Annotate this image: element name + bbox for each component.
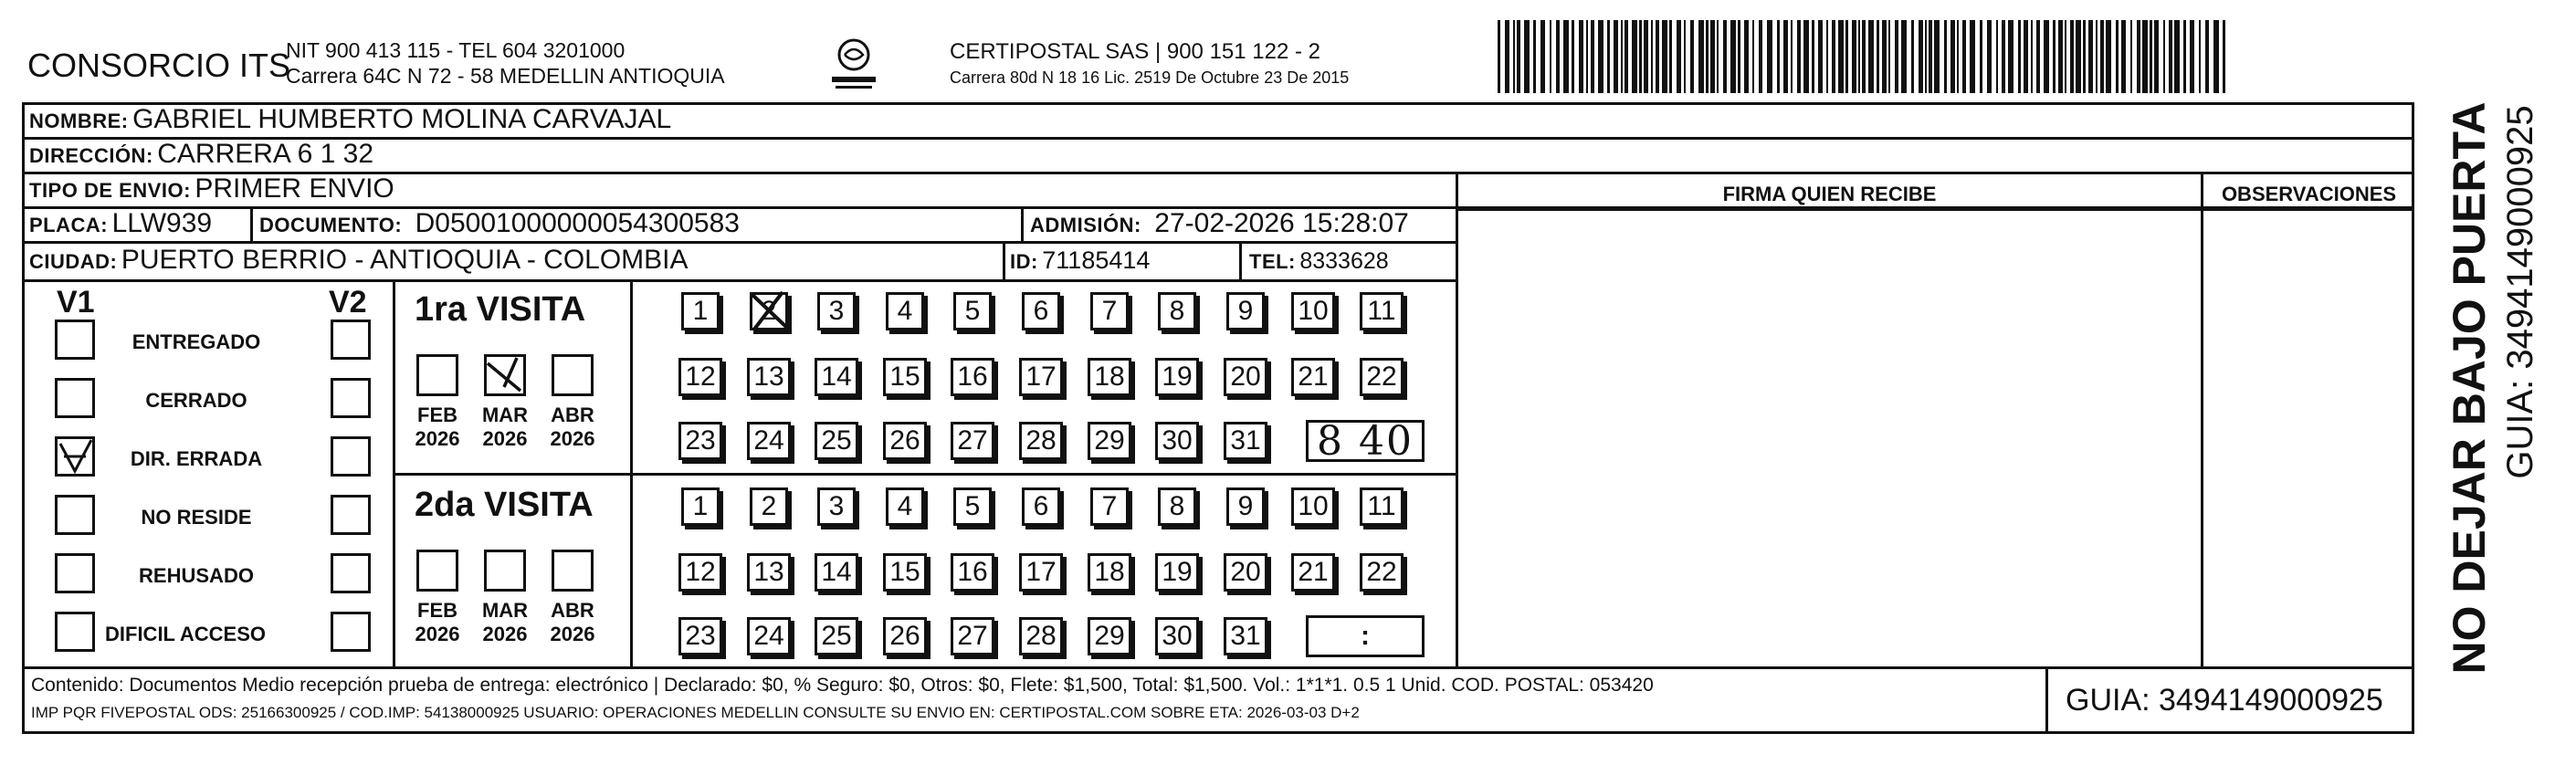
day-box[interactable]: 4 (886, 487, 924, 526)
day-box[interactable]: 31 (1224, 422, 1267, 460)
day-box[interactable]: 21 (1291, 358, 1335, 396)
day-box[interactable]: 29 (1088, 617, 1131, 655)
month-label (544, 403, 601, 451)
day-box[interactable]: 6 (1022, 292, 1060, 330)
visit-time-box[interactable] (1306, 417, 1425, 465)
v2-checkbox[interactable] (331, 553, 371, 593)
month-name: ABR (551, 403, 594, 426)
id-label: ID: (1010, 250, 1038, 273)
day-box[interactable]: 28 (1019, 617, 1063, 655)
company-nit-line: NIT 900 413 115 - TEL 604 3201000 (286, 38, 626, 62)
id-value: 71185414 (1042, 246, 1151, 274)
day-box[interactable]: 2 (750, 487, 788, 526)
no-dejar-bajo-puerta-label: NO DEJAR BAJO PUERTA (2444, 101, 2495, 675)
day-box[interactable]: 11 (1360, 487, 1404, 526)
day-box[interactable]: 16 (951, 553, 994, 592)
day-box[interactable]: 27 (951, 617, 994, 655)
visit-title: 1ra VISITA (415, 290, 586, 329)
visit-time-value: : (1361, 621, 1370, 651)
day-box[interactable]: 14 (815, 358, 858, 396)
day-box[interactable]: 18 (1088, 358, 1131, 396)
day-box[interactable]: 21 (1291, 553, 1335, 592)
month-checkbox[interactable] (552, 550, 594, 592)
day-box[interactable]: 26 (883, 617, 927, 655)
day-box[interactable]: 28 (1019, 422, 1063, 460)
day-box[interactable]: 11 (1360, 292, 1404, 330)
admision-field (1030, 210, 1409, 237)
status-label: CERRADO (145, 389, 247, 412)
month-name: ABR (551, 599, 594, 622)
side-guia-label: GUIA: 3494149000925 (2500, 105, 2540, 479)
month-label (544, 599, 601, 646)
month-label (477, 599, 533, 646)
ciudad-value: PUERTO BERRIO - ANTIOQUIA - COLOMBIA (121, 245, 689, 275)
day-box[interactable]: 10 (1291, 487, 1335, 526)
day-box[interactable]: 19 (1155, 358, 1199, 396)
tracking-barcode (1498, 20, 2228, 93)
day-box[interactable]: 27 (951, 422, 994, 460)
day-box[interactable]: 1 (681, 292, 720, 330)
day-box[interactable]: 2 (750, 292, 788, 330)
day-box[interactable]: 7 (1090, 292, 1129, 330)
day-box[interactable]: 25 (815, 617, 858, 655)
day-box[interactable]: 1 (681, 487, 720, 526)
day-box[interactable]: 3 (817, 487, 856, 526)
day-box[interactable]: 16 (951, 358, 994, 396)
status-label: ENTREGADO (131, 330, 261, 353)
status-label: REHUSADO (139, 564, 254, 587)
day-box[interactable]: 17 (1019, 553, 1063, 592)
day-box[interactable]: 25 (815, 422, 858, 460)
day-box[interactable]: 30 (1155, 617, 1199, 655)
cross-icon (746, 288, 794, 336)
company-name: CONSORCIO ITS (27, 47, 291, 84)
visit-time-value: 8 40 (1317, 417, 1414, 465)
courier-name-line: CERTIPOSTAL SAS | 900 151 122 - 2 (950, 39, 1320, 64)
day-box[interactable]: 31 (1224, 617, 1267, 655)
day-box[interactable]: 26 (883, 422, 927, 460)
v2-checkbox[interactable] (331, 436, 371, 477)
day-box[interactable]: 23 (678, 422, 722, 460)
day-box[interactable]: 9 (1226, 292, 1265, 330)
placa-value: LLW939 (111, 208, 213, 238)
month-year: 2026 (482, 427, 528, 450)
v2-checkbox[interactable] (331, 378, 371, 418)
day-box[interactable]: 5 (953, 292, 992, 330)
v2-checkbox[interactable] (331, 320, 371, 360)
status-label: DIFICIL ACCESO (105, 623, 267, 645)
v1-checkbox[interactable] (55, 612, 95, 652)
day-box[interactable]: 30 (1155, 422, 1199, 460)
tipo-envio-field (29, 175, 394, 203)
month-year: 2026 (550, 427, 595, 450)
nombre-value: GABRIEL HUMBERTO MOLINA CARVAJAL (132, 104, 672, 134)
day-box[interactable]: 23 (678, 617, 722, 655)
ciudad-label: CIUDAD: (29, 250, 118, 273)
observaciones-header: OBSERVACIONES (2221, 183, 2397, 205)
checkmark-icon (484, 354, 526, 396)
direccion-value: CARRERA 6 1 32 (157, 139, 374, 169)
month-name: MAR (481, 599, 529, 622)
v1-header: V1 (57, 285, 95, 320)
month-label (409, 599, 466, 646)
tel-value: 8333628 (1299, 248, 1389, 274)
day-box[interactable]: 12 (678, 553, 722, 592)
day-box[interactable]: 15 (883, 553, 927, 592)
tipo-envio-value: PRIMER ENVIO (195, 173, 394, 204)
day-check-mark (746, 288, 794, 341)
day-box[interactable]: 8 (1158, 487, 1196, 526)
month-label (477, 403, 533, 451)
month-name: FEB (417, 403, 457, 426)
day-box[interactable]: 12 (678, 358, 722, 396)
observaciones-area[interactable] (2203, 211, 2414, 666)
tipo-envio-label: TIPO DE ENVIO: (29, 179, 191, 202)
day-box[interactable]: 13 (747, 358, 791, 396)
day-box[interactable]: 20 (1224, 358, 1267, 396)
month-year: 2026 (482, 623, 528, 645)
id-field (1010, 248, 1150, 273)
documento-value: D05001000000054300583 (415, 208, 740, 238)
month-checkbox[interactable] (552, 354, 594, 396)
company-address-line: Carrera 64C N 72 - 58 MEDELLIN ANTIOQUIA (286, 64, 725, 88)
admision-label: ADMISIÓN: (1030, 214, 1141, 236)
v2-header: V2 (329, 285, 367, 320)
month-year: 2026 (415, 427, 460, 450)
footer-imp-info: IMP PQR FIVEPOSTAL ODS: 25166300925 / COD.IMP: 54138000925 USUARIO: OPERACIONES MEDELLIN CONSULTE SU ENVIO EN: CERTIPOSTAL.COM SOBRE ETA: 2026-03-03 D+2 (31, 704, 1360, 721)
day-box[interactable]: 8 (1158, 292, 1196, 330)
tel-label: TEL: (1249, 250, 1296, 273)
firma-area[interactable] (1458, 211, 2201, 666)
footer-guia: GUIA: 3494149000925 (2066, 683, 2383, 718)
day-box[interactable]: 20 (1224, 553, 1267, 592)
day-box[interactable]: 6 (1022, 487, 1060, 526)
visit-title: 2da VISITA (415, 486, 594, 524)
month-checkbox[interactable] (484, 354, 526, 396)
firma-quien-recibe-header: FIRMA QUIEN RECIBE (1722, 183, 1937, 205)
status-label: NO RESIDE (141, 506, 252, 529)
v2-checkbox[interactable] (331, 612, 371, 652)
direccion-field (29, 141, 373, 168)
documento-label: DOCUMENTO: (259, 214, 403, 236)
admision-value: 27-02-2026 15:28:07 (1154, 208, 1409, 238)
tel-field (1249, 250, 1389, 273)
month-year: 2026 (415, 623, 460, 645)
nombre-label: NOMBRE: (29, 110, 129, 132)
month-checkbox[interactable] (484, 550, 526, 592)
certipostal-logo (826, 37, 881, 95)
month-year: 2026 (550, 623, 595, 645)
placa-label: PLACA: (29, 214, 109, 236)
day-box[interactable]: 18 (1088, 553, 1131, 592)
day-box[interactable]: 5 (953, 487, 992, 526)
footer-contenido: Contenido: Documentos Medio recepción prueba de entrega: electrónico | Declarado: $0, % Seguro: $0, Otros: $0, Flete: $1,500, Total: $1,500. Vol.: 1*1*1. 0.5 1 Unid. COD. POSTAL: 053420 (31, 675, 1654, 696)
day-box[interactable]: 17 (1019, 358, 1063, 396)
month-name: MAR (481, 403, 529, 426)
day-box[interactable]: 24 (747, 422, 791, 460)
ciudad-field (29, 246, 689, 274)
day-box[interactable]: 29 (1088, 422, 1131, 460)
month-checkbox[interactable] (416, 354, 458, 396)
day-box[interactable]: 4 (886, 292, 924, 330)
month-label (409, 403, 466, 451)
documento-field (259, 210, 740, 237)
nombre-field (29, 106, 671, 133)
day-box[interactable]: 9 (1226, 487, 1265, 526)
visit-time-box[interactable] (1306, 615, 1425, 657)
status-label: DIR. ERRADA (130, 447, 263, 470)
placa-field (29, 210, 212, 237)
day-box[interactable]: 22 (1360, 358, 1404, 396)
month-checkbox[interactable] (416, 550, 458, 592)
courier-address-line: Carrera 80d N 18 16 Lic. 2519 De Octubre 23 De 2015 (950, 68, 1350, 87)
day-box[interactable]: 14 (815, 553, 858, 592)
day-box[interactable]: 13 (747, 553, 791, 592)
day-box[interactable]: 7 (1090, 487, 1129, 526)
day-box[interactable]: 10 (1291, 292, 1335, 330)
day-box[interactable]: 3 (817, 292, 856, 330)
direccion-label: DIRECCIÓN: (29, 144, 153, 167)
month-name: FEB (417, 599, 457, 622)
day-box[interactable]: 19 (1155, 553, 1199, 592)
day-box[interactable]: 15 (883, 358, 927, 396)
v2-checkbox[interactable] (331, 495, 371, 535)
day-box[interactable]: 22 (1360, 553, 1404, 592)
day-box[interactable]: 24 (747, 617, 791, 655)
